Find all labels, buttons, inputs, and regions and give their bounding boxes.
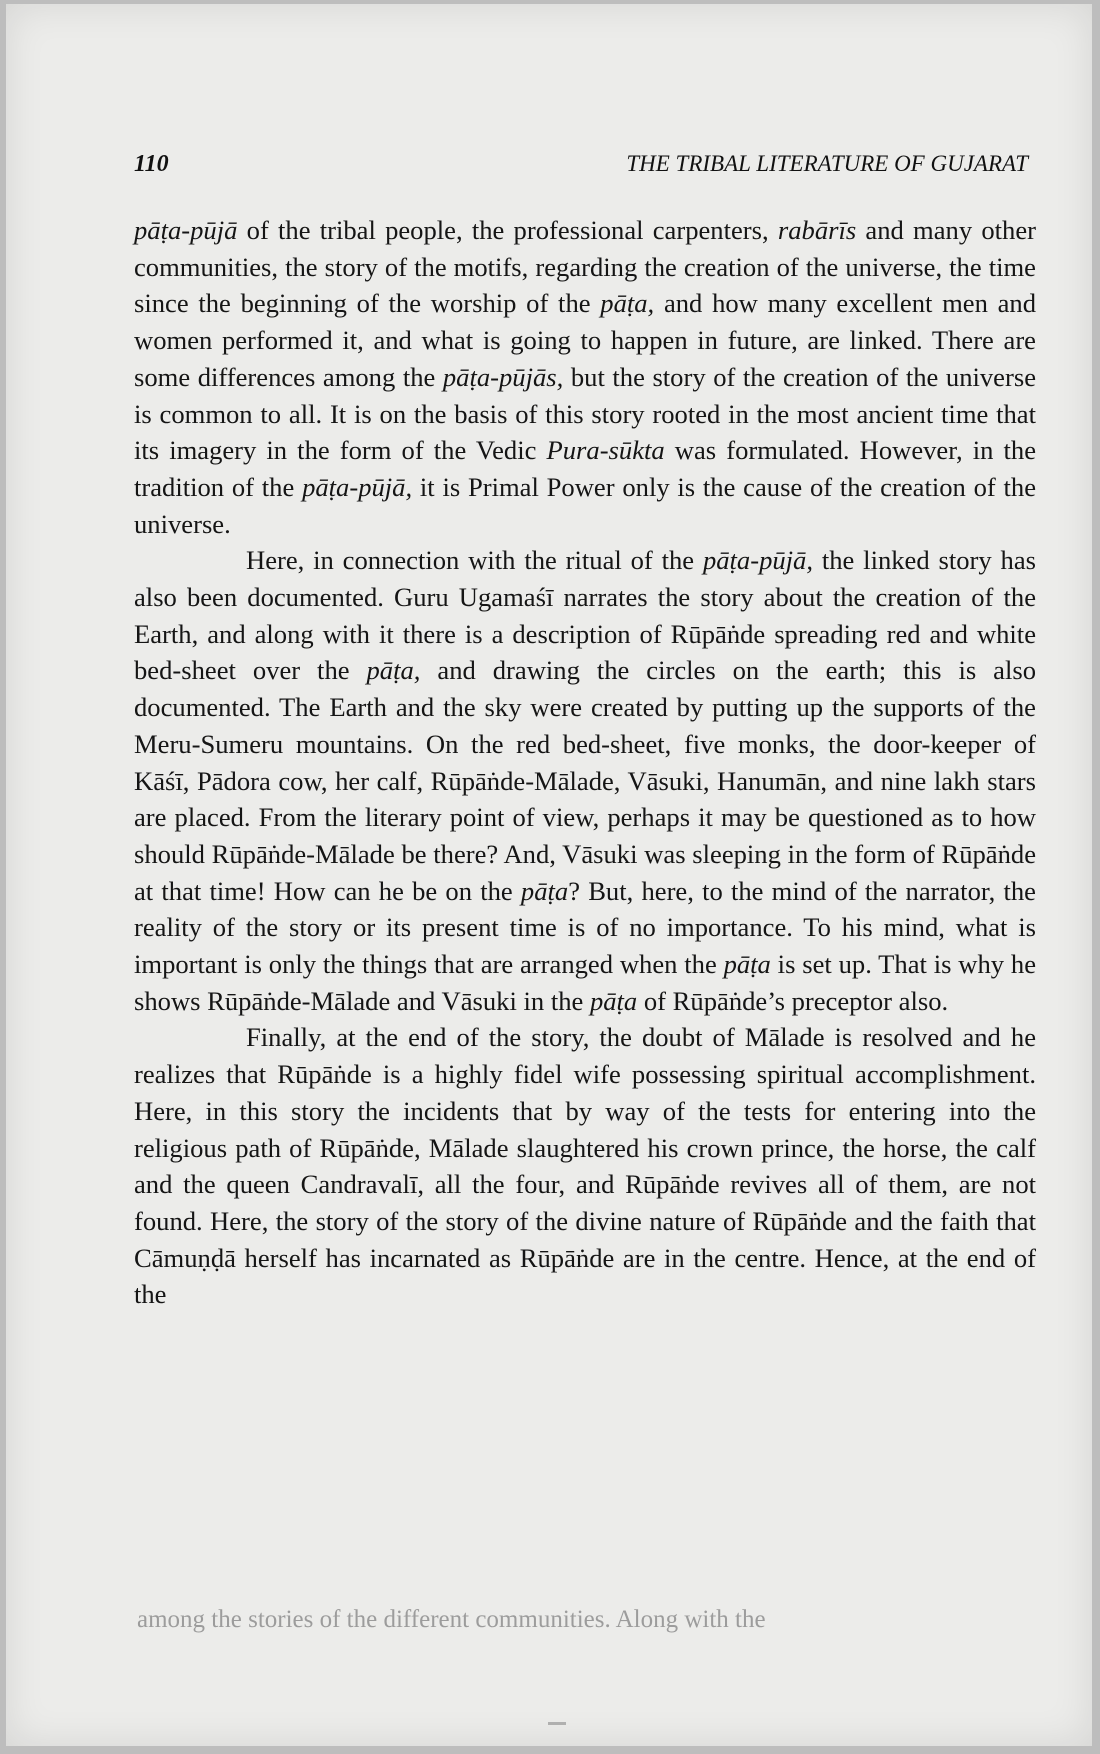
text-run: was formulated. However, in the tradition of the — [134, 435, 1036, 502]
text-run: and how many excellent men and women performed it, and what is going to happen in future, are linked. There are some differences among the — [134, 288, 1037, 392]
text-run: of Rūpāṅde’s preceptor also. — [637, 985, 949, 1016]
text-run: it is Primal Power only is the cause of the creation of the universe. — [134, 471, 1036, 539]
italic-term: pāṭa-pūjās, — [442, 361, 564, 392]
text-run: ? But, here, to the mind of the narrator, the reality of the story or its present time is of no importance. To his mind, what is important is only the things that are arranged when the — [134, 875, 1036, 980]
text-run: of the tribal people, the professional carpenters, — [237, 215, 778, 245]
italic-term: pāṭa, — [366, 655, 421, 686]
paragraph-3 — [134, 1019, 1036, 1313]
italic-term: Pura-sūkta — [546, 435, 665, 466]
print-smudge — [548, 1722, 566, 1725]
text-run: Finally, at the end of the story, the doubt of Mālade is resolved and he realizes that Rūpāṅde is a highly fidel wife possessing spiritual accomplishment. Here, in this story the incidents that by way of the tests for entering into the religious path of Rūpāṅde, Mālade slaughtered his crown prince, the horse, the calf and the queen Candravalī, all the four, and Rūpāṅde revives all of them, are not found. Here, the story of the story of the divine nature of Rūpāṅde and the faith that Cāmuṇḍā herself has incarnated as Rūpāṅde are in the centre. Hence, at the end of the — [134, 1022, 1036, 1310]
italic-term: pāṭa, — [600, 288, 655, 319]
body-text — [134, 212, 1036, 1313]
text-run: Here, in connection with the ritual of the — [246, 545, 703, 576]
text-run: and many other communities, the story of the motifs, regarding the creation of the universe, the time since the beginning of the worship of the — [134, 215, 1036, 319]
paragraph-1 — [134, 212, 1036, 542]
text-run: and drawing the circles on the earth; this is also documented. The Earth and the sky were created by putting up the supports of the Meru-Sumeru mountains. On the red bed-sheet, five monks, the door-keeper of Kāśī, Pādora cow, her calf, Rūpāṅde-Mālade, Vāsuki, Hanumān, and nine lakh stars are placed. From the literary point of view, perhaps it may be questioned as to how should Rūpāṅde-Mālade be there? And, Vāsuki was sleeping in the form of Rūpāṅde at that time! How can he be on the — [134, 655, 1036, 906]
italic-term: rabārīs — [777, 215, 857, 245]
running-title: THE TRIBAL LITERATURE OF GUJARAT — [626, 151, 1028, 176]
italic-term: pāṭa-pūjā, — [302, 471, 413, 502]
italic-term: pāṭa — [520, 875, 569, 906]
show-through-text: among the stories of the different communities. Along with the — [137, 1606, 766, 1633]
text-run: is set up. That is why he shows Rūpāṅde-Mālade and Vāsuki in the — [134, 949, 1037, 1016]
italic-term: pāṭa — [589, 985, 638, 1016]
italic-term: pāṭa-pūjā — [134, 215, 238, 245]
italic-term: pāṭa — [723, 949, 771, 980]
page-number: 110 — [134, 151, 169, 177]
italic-term: pāṭa-pūjā, — [702, 545, 814, 576]
paragraph-2 — [134, 542, 1036, 1019]
page-header — [134, 151, 1028, 191]
text-run: the linked story has also been documented. Guru Ugamaśī narrates the story about the creation of the Earth, and along with it there is a description of Rūpāṅde spreading red and white bed-sheet over the — [134, 545, 1036, 686]
text-run: but the story of the creation of the universe is common to all. It is on the basis of this story rooted in the most ancient time that its imagery in the form of the Vedic — [134, 361, 1036, 466]
